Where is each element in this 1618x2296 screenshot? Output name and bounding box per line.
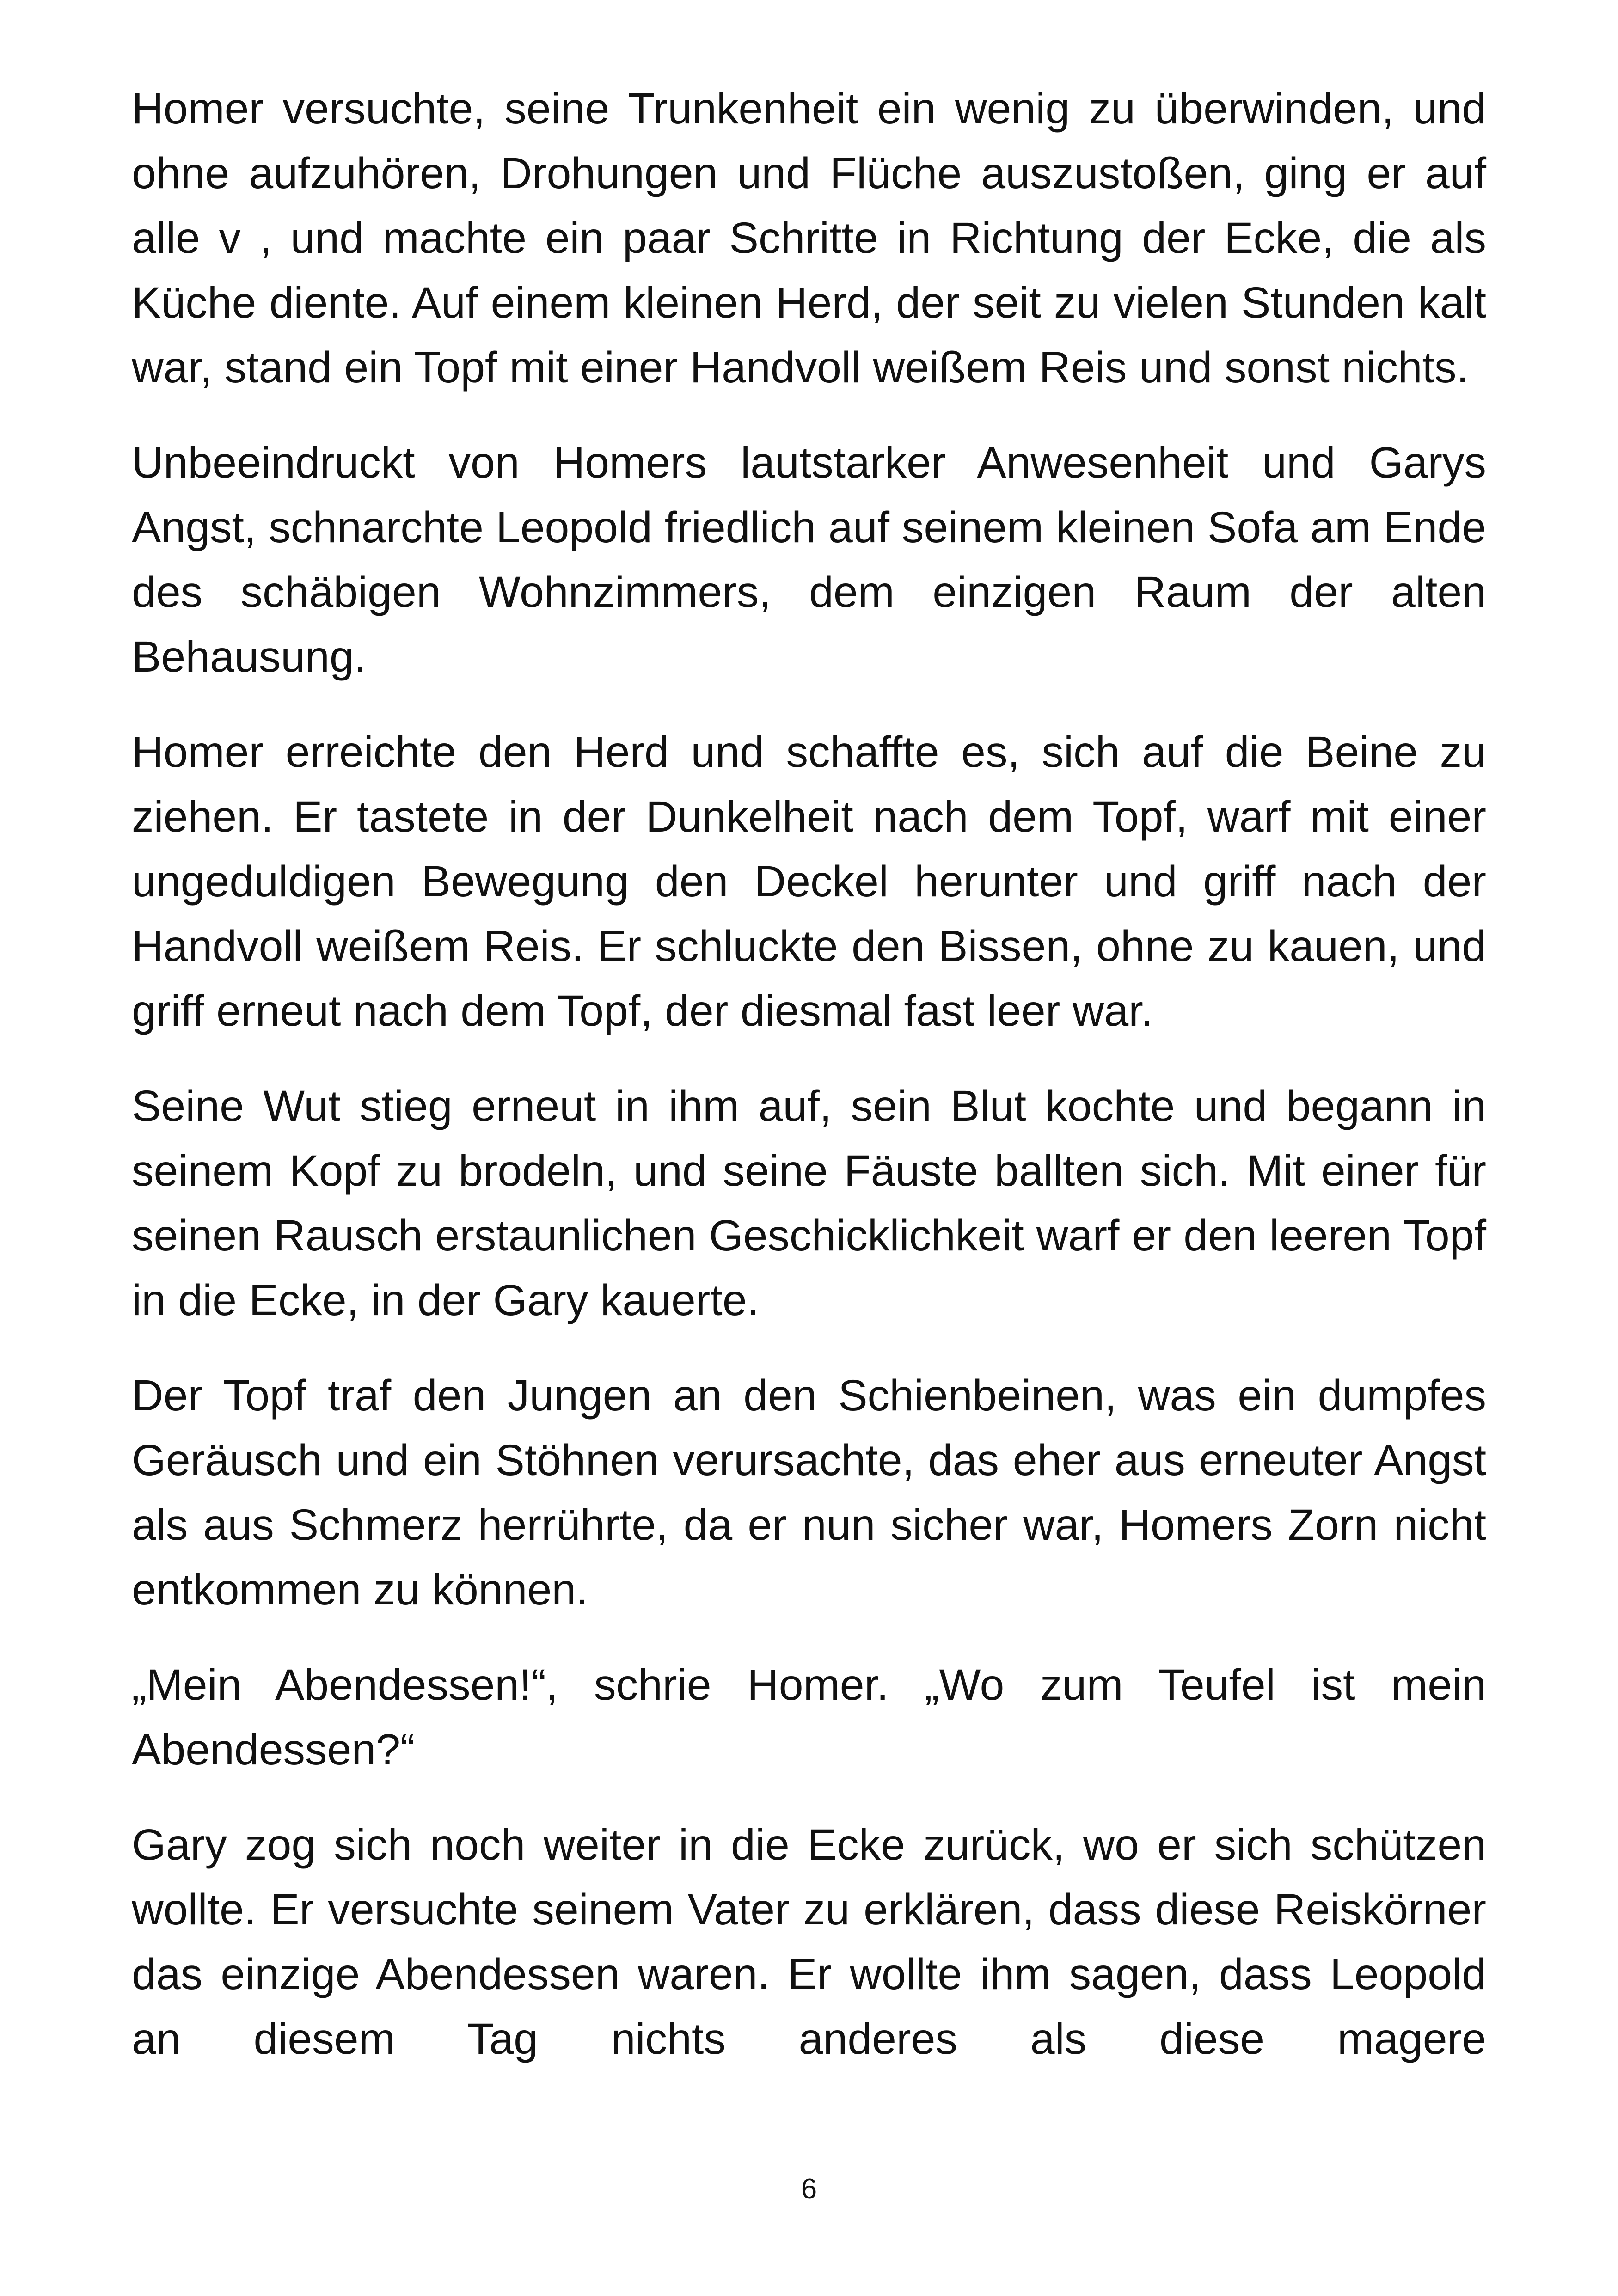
page-number: 6 bbox=[801, 2173, 817, 2205]
paragraph-7: Gary zog sich noch weiter in die Ecke zurück, wo er sich schützen wollte. Er versuchte seinem Vater zu erklären, dass diese Reiskörner das einzige Abendessen waren. Er wollte ihm sagen, dass Leopold an diesem Tag nichts anderes als diese magere bbox=[132, 1820, 1486, 2063]
paragraph-1: Homer versuchte, seine Trunkenheit ein wenig zu überwinden, und ohne aufzuhören, Drohungen und Flüche auszustoßen, ging er auf alle v , und machte ein paar Schritte in Richtung der Ecke, die als Küche diente. Auf einem kleinen Herd, der seit zu vielen Stunden kalt war, stand ein Topf mit einer Handvoll weißem Reis und sonst nichts. bbox=[132, 84, 1486, 392]
paragraph-5: Der Topf traf den Jungen an den Schienbeinen, was ein dumpfes Geräusch und ein Stöhnen verursachte, das eher aus erneuter Angst als aus Schmerz herrührte, da er nun sicher war, Homers Zorn nicht entkommen zu können. bbox=[132, 1371, 1486, 1614]
paragraph-3: Homer erreichte den Herd und schaffte es, sich auf die Beine zu ziehen. Er tastete in der Dunkelheit nach dem Topf, warf mit einer ungeduldigen Bewegung den Deckel herunter und griff nach der Handvoll weißem Reis. Er schluckte den Bissen, ohne zu kauen, und griff erneut nach dem Topf, der diesmal fast leer war. bbox=[132, 728, 1486, 1035]
paragraph-6: „Mein Abendessen!“, schrie Homer. „Wo zum Teufel ist mein Abendessen?“ bbox=[132, 1660, 1486, 1774]
paragraph-2: Unbeeindruckt von Homers lautstarker Anwesenheit und Garys Angst, schnarchte Leopold friedlich auf seinem kleinen Sofa am Ende des schäbigen Wohnzimmers, dem einzigen Raum der alten Behausung. bbox=[132, 438, 1486, 681]
body-text bbox=[132, 76, 1486, 2071]
paragraph-4: Seine Wut stieg erneut in ihm auf, sein Blut kochte und begann in seinem Kopf zu brodeln, und seine Fäuste ballten sich. Mit einer für seinen Rausch erstaunlichen Geschicklichkeit warf er den leeren Topf in die Ecke, in der Gary kauerte. bbox=[132, 1082, 1486, 1325]
